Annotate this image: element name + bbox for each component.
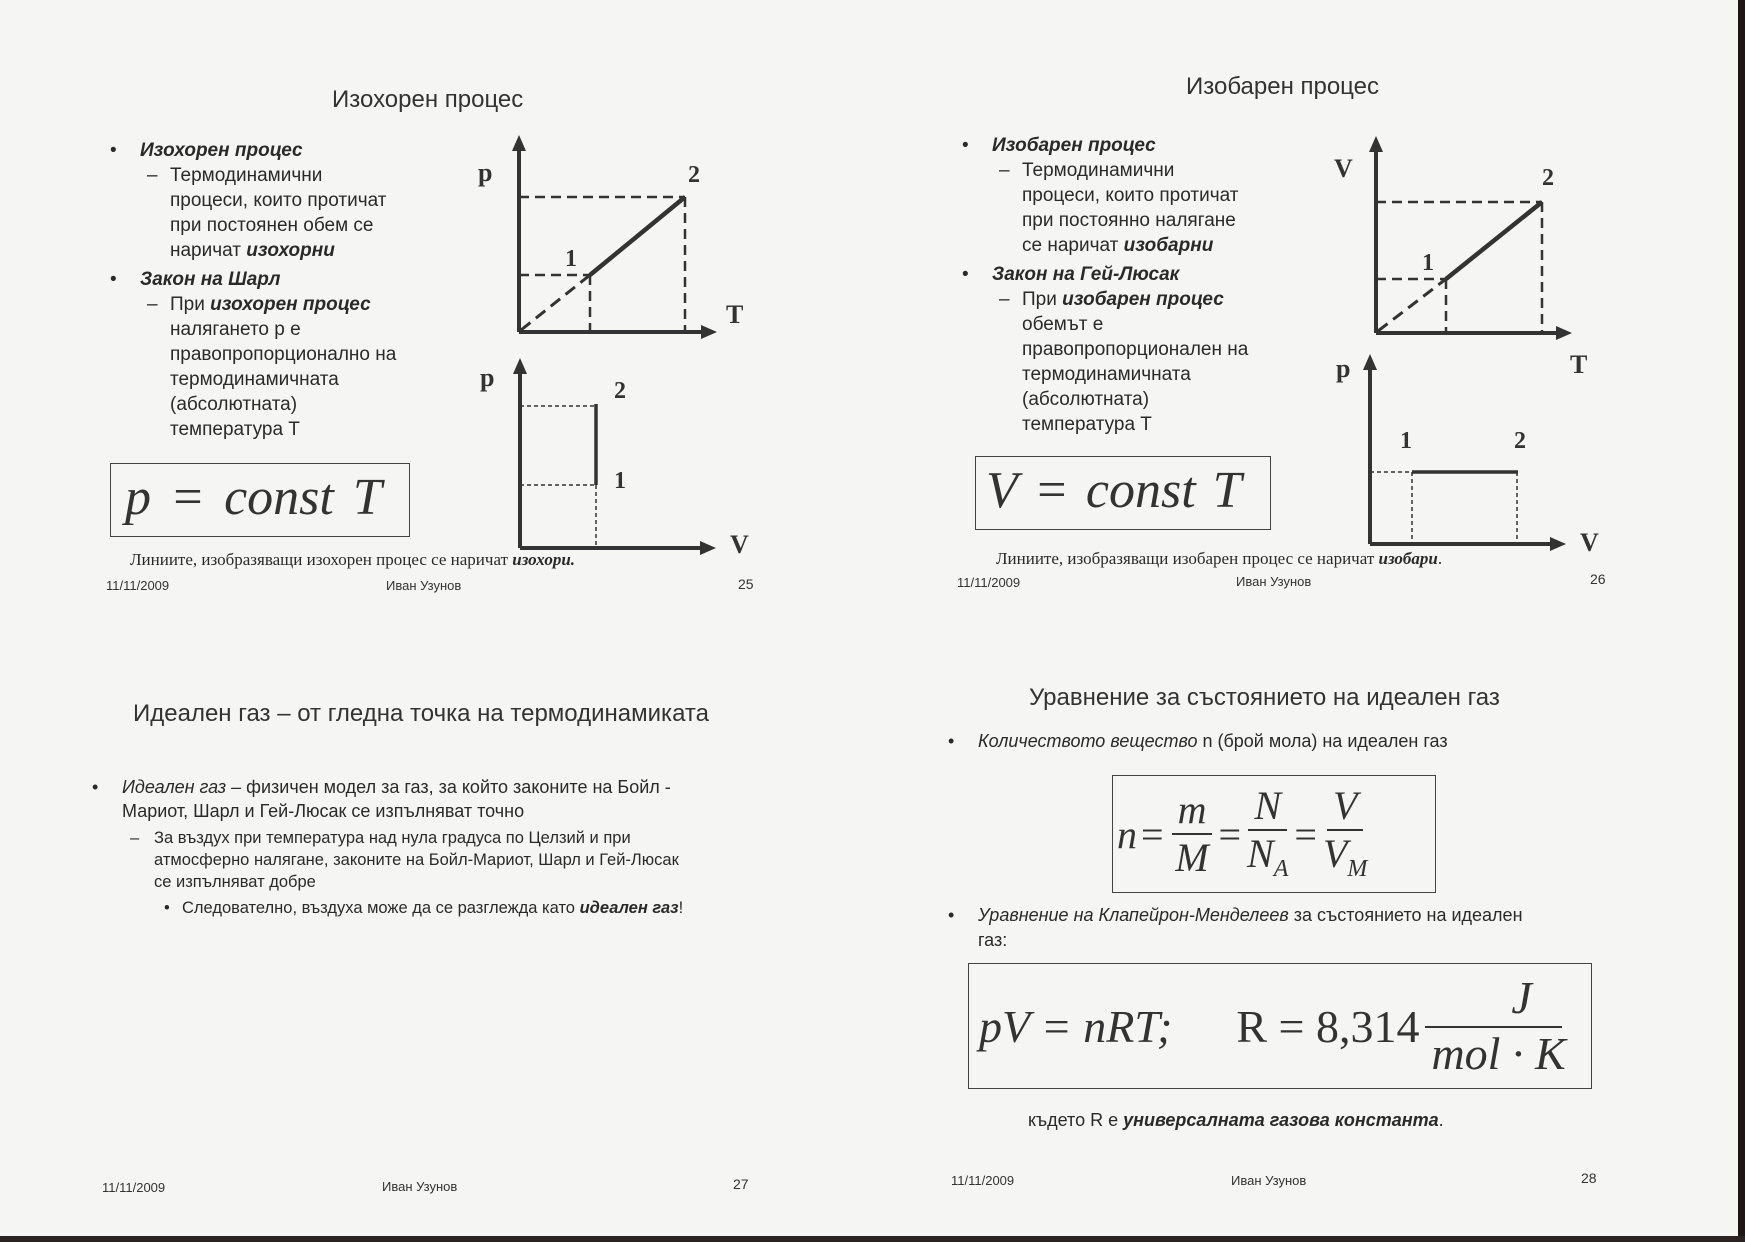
point-label: 2 — [1514, 428, 1526, 454]
footer-date: 11/11/2009 — [102, 1180, 166, 1195]
den-sub: M — [1347, 856, 1368, 883]
numerator: m — [1172, 789, 1213, 835]
text-plain: за състоянието на идеален — [1288, 905, 1523, 925]
fraction-units — [1421, 971, 1566, 1079]
text-plain: При — [1022, 289, 1063, 310]
x-axis-arrow-icon — [701, 325, 717, 339]
y-axis-label: p — [478, 158, 493, 187]
page-number: 27 — [733, 1176, 749, 1192]
caption — [130, 550, 575, 570]
point-label: 2 — [688, 162, 700, 188]
bullet-item — [948, 903, 1608, 953]
bullet-item — [948, 731, 1448, 752]
text-line: процеси, които протичат — [170, 190, 387, 211]
formula-ideal-gas: pV = nRT; — [979, 1000, 1173, 1052]
text-line: правопропорционално на — [170, 344, 397, 365]
equals-sign: = — [1218, 811, 1242, 857]
text-emph: изохорен процес — [210, 294, 371, 315]
y-axis-arrow-icon — [513, 358, 527, 374]
footer-date: 11/11/2009 — [951, 1173, 1015, 1188]
page-number: 28 — [1581, 1170, 1597, 1186]
dash-icon: – — [147, 165, 158, 186]
bullet-list — [962, 133, 1342, 437]
fraction — [1323, 785, 1367, 882]
y-axis-label: p — [480, 363, 495, 392]
caption-end: . — [1437, 549, 1443, 568]
caption — [996, 549, 1442, 569]
footer-author: Иван Узунов — [382, 1179, 458, 1194]
text-line — [170, 238, 470, 263]
subsub-item — [92, 897, 772, 919]
text-plain: където R е — [1028, 1110, 1124, 1130]
denominator — [1323, 831, 1367, 882]
text-plain: наричат — [170, 240, 247, 261]
denominator — [1247, 831, 1288, 882]
footer-date: 11/11/2009 — [106, 578, 170, 593]
formula-term: n — [1117, 811, 1137, 857]
footer-author: Иван Узунов — [1231, 1173, 1307, 1188]
bullet-item — [92, 775, 772, 823]
bullet-item — [962, 133, 1342, 158]
bullet-icon: • — [92, 777, 99, 797]
text-line: Термодинамични — [1022, 160, 1175, 181]
bullet-list — [92, 775, 772, 919]
dash-icon: – — [999, 289, 1010, 310]
text-line: За въздух при температура над нула градуса по Целзий и при — [154, 829, 631, 847]
y-axis-label: p — [1336, 354, 1351, 383]
extrapolation-line — [1378, 279, 1446, 331]
bullet-item — [110, 267, 470, 292]
text-line: (абсолютната) — [1022, 389, 1150, 410]
caption-emph: изохори. — [512, 550, 576, 569]
text-emph: изобарни — [1123, 235, 1214, 256]
bullet-item — [962, 262, 1342, 287]
text-line: правопропорционален на — [1022, 339, 1249, 360]
formula-box — [975, 456, 1271, 530]
text-plain: се наричат — [1022, 235, 1124, 256]
fraction — [1172, 789, 1213, 879]
text-plain: – физичен модел за газ, за който законите на Бойл - — [226, 777, 671, 797]
sub-item — [92, 827, 772, 893]
bullet-icon: • — [110, 140, 117, 161]
x-axis-label: T — [726, 300, 744, 329]
text-line — [1022, 287, 1342, 312]
text-emph: изобарен процес — [1062, 289, 1224, 310]
formula-r-constant: R = 8,314 — [1236, 1000, 1420, 1052]
page-number: 26 — [1590, 571, 1606, 587]
text-line: (абсолютната) — [170, 394, 298, 415]
x-axis-label: V — [1580, 528, 1599, 557]
denominator: mol · K — [1431, 1028, 1566, 1079]
text-plain: n (брой мола) на идеален газ — [1197, 731, 1448, 751]
bullet-icon: • — [164, 899, 170, 917]
text-line — [1022, 233, 1342, 258]
slide-title: Изобарен процес — [1186, 73, 1380, 100]
slide-title: Уравнение за състоянието на идеален газ — [1029, 684, 1500, 711]
numerator: V — [1327, 785, 1363, 831]
text-line: температура T — [1022, 414, 1152, 435]
text-line: налягането p е — [170, 319, 301, 340]
formula-box — [110, 463, 410, 537]
point-label: 1 — [565, 246, 577, 272]
equals-sign: = — [1141, 811, 1164, 857]
note — [1028, 1110, 1444, 1131]
bullet-icon: • — [948, 731, 955, 751]
text-plain: При — [170, 294, 211, 315]
bullet-label: Изобарен процес — [992, 135, 1156, 156]
equals-sign: = — [1294, 811, 1317, 857]
point-label: 1 — [614, 468, 626, 494]
text-line — [978, 903, 1608, 928]
x-axis-arrow-icon — [1556, 326, 1572, 340]
caption-emph: изобари — [1378, 549, 1438, 568]
y-axis-arrow-icon — [512, 135, 526, 151]
text-line: Мариот, Шарл и Гей-Люсак се изпълняват точно — [122, 801, 525, 821]
scan-edge-bottom — [0, 1236, 1745, 1242]
extrapolation-line — [521, 275, 590, 330]
text-emph: Количеството вещество — [978, 731, 1198, 751]
y-axis-arrow-icon — [1363, 354, 1377, 370]
caption-text: Линиите, изобразяващи изобарен процес се наричат — [996, 549, 1379, 568]
x-axis-arrow-icon — [1550, 537, 1566, 551]
bullet-icon: • — [962, 264, 969, 285]
text-line: газ: — [978, 930, 1008, 950]
text-line: се изпълняват добре — [154, 873, 316, 891]
process-line — [590, 197, 685, 275]
point-label: 2 — [1542, 165, 1554, 191]
y-axis-label: V — [1334, 154, 1353, 183]
x-axis-arrow-icon — [700, 541, 716, 555]
dash-icon: – — [147, 294, 158, 315]
formula-moles — [1117, 782, 1371, 886]
text-emph: Уравнение на Клапейрон-Менделеев — [978, 905, 1289, 925]
text-line: атмосферно налягане, законите на Бойл-Мариот, Шарл и Гей-Люсак — [154, 851, 679, 869]
sub-item — [110, 292, 470, 442]
page-number: 25 — [738, 576, 754, 592]
slide-title: Изохорен процес — [332, 86, 524, 113]
den-main: V — [1322, 831, 1348, 877]
scan-edge-right — [1738, 0, 1745, 1242]
text-line: при постоянно налягане — [1022, 210, 1236, 231]
formula-box-clapeyron — [968, 963, 1592, 1089]
sub-item — [962, 287, 1342, 437]
text-emph: универсалната газова константа — [1123, 1110, 1439, 1130]
text-end: . — [1438, 1110, 1444, 1130]
text-emph: идеален газ — [579, 899, 679, 917]
bullet-icon: • — [110, 269, 117, 290]
caption-text: Линиите, изобразяващи изохорен процес се наричат — [130, 550, 513, 569]
text-end: ! — [678, 899, 684, 917]
text-emph: Идеален газ — [122, 777, 227, 797]
text-line: обемът е — [1022, 314, 1104, 335]
formula-box-moles — [1112, 775, 1436, 893]
process-line — [1446, 202, 1542, 279]
text-line: термодинамичната — [1022, 364, 1191, 385]
slide-title: Идеален газ – от гледна точка на термодинамиката — [133, 700, 709, 727]
fraction — [1247, 785, 1288, 882]
formula-clapeyron — [979, 964, 1570, 1088]
text-line: температура T — [170, 419, 300, 440]
bullet-icon: • — [948, 905, 955, 925]
sub-item — [110, 163, 470, 263]
denominator: M — [1175, 835, 1209, 880]
dash-icon: – — [999, 160, 1010, 181]
text-line: термодинамичната — [170, 369, 339, 390]
text-line: Термодинамични — [170, 165, 323, 186]
text-emph: изохорни — [246, 240, 335, 261]
numerator: N — [1248, 785, 1287, 831]
text-line: процеси, които протичат — [1022, 185, 1239, 206]
text-line — [122, 775, 772, 799]
x-axis-label: T — [1570, 350, 1588, 379]
bullet-icon: • — [962, 135, 969, 156]
graph-p-V — [508, 358, 718, 553]
x-axis-label: V — [730, 530, 749, 559]
bullet-label: Закон на Шарл — [140, 269, 281, 290]
point-label: 1 — [1422, 250, 1434, 276]
numerator: J — [1425, 974, 1561, 1028]
footer-author: Иван Узунов — [386, 578, 462, 593]
text-plain: Следователно, въздуха може да се разглежда като — [182, 899, 580, 917]
sub-item — [962, 158, 1342, 258]
point-label: 2 — [614, 378, 626, 404]
footer-author: Иван Узунов — [1236, 574, 1312, 589]
bullet-label: Изохорен процес — [140, 140, 303, 161]
dash-icon: – — [130, 829, 140, 847]
text-line: при постоянен обем се — [170, 215, 374, 236]
bullet-list — [110, 138, 470, 442]
bullet-body — [948, 903, 1608, 953]
den-sub: A — [1273, 856, 1289, 883]
point-label: 1 — [1400, 428, 1412, 454]
formula: V = const T — [986, 462, 1242, 519]
text-line — [170, 292, 470, 317]
bullet-item — [110, 138, 470, 163]
bullet-label: Закон на Гей-Люсак — [992, 264, 1180, 285]
graph-p-V-isobar — [1362, 354, 1572, 550]
footer-date: 11/11/2009 — [957, 575, 1021, 590]
formula: p = const T — [125, 469, 382, 526]
den-main: N — [1247, 831, 1274, 877]
y-axis-arrow-icon — [1369, 136, 1383, 152]
